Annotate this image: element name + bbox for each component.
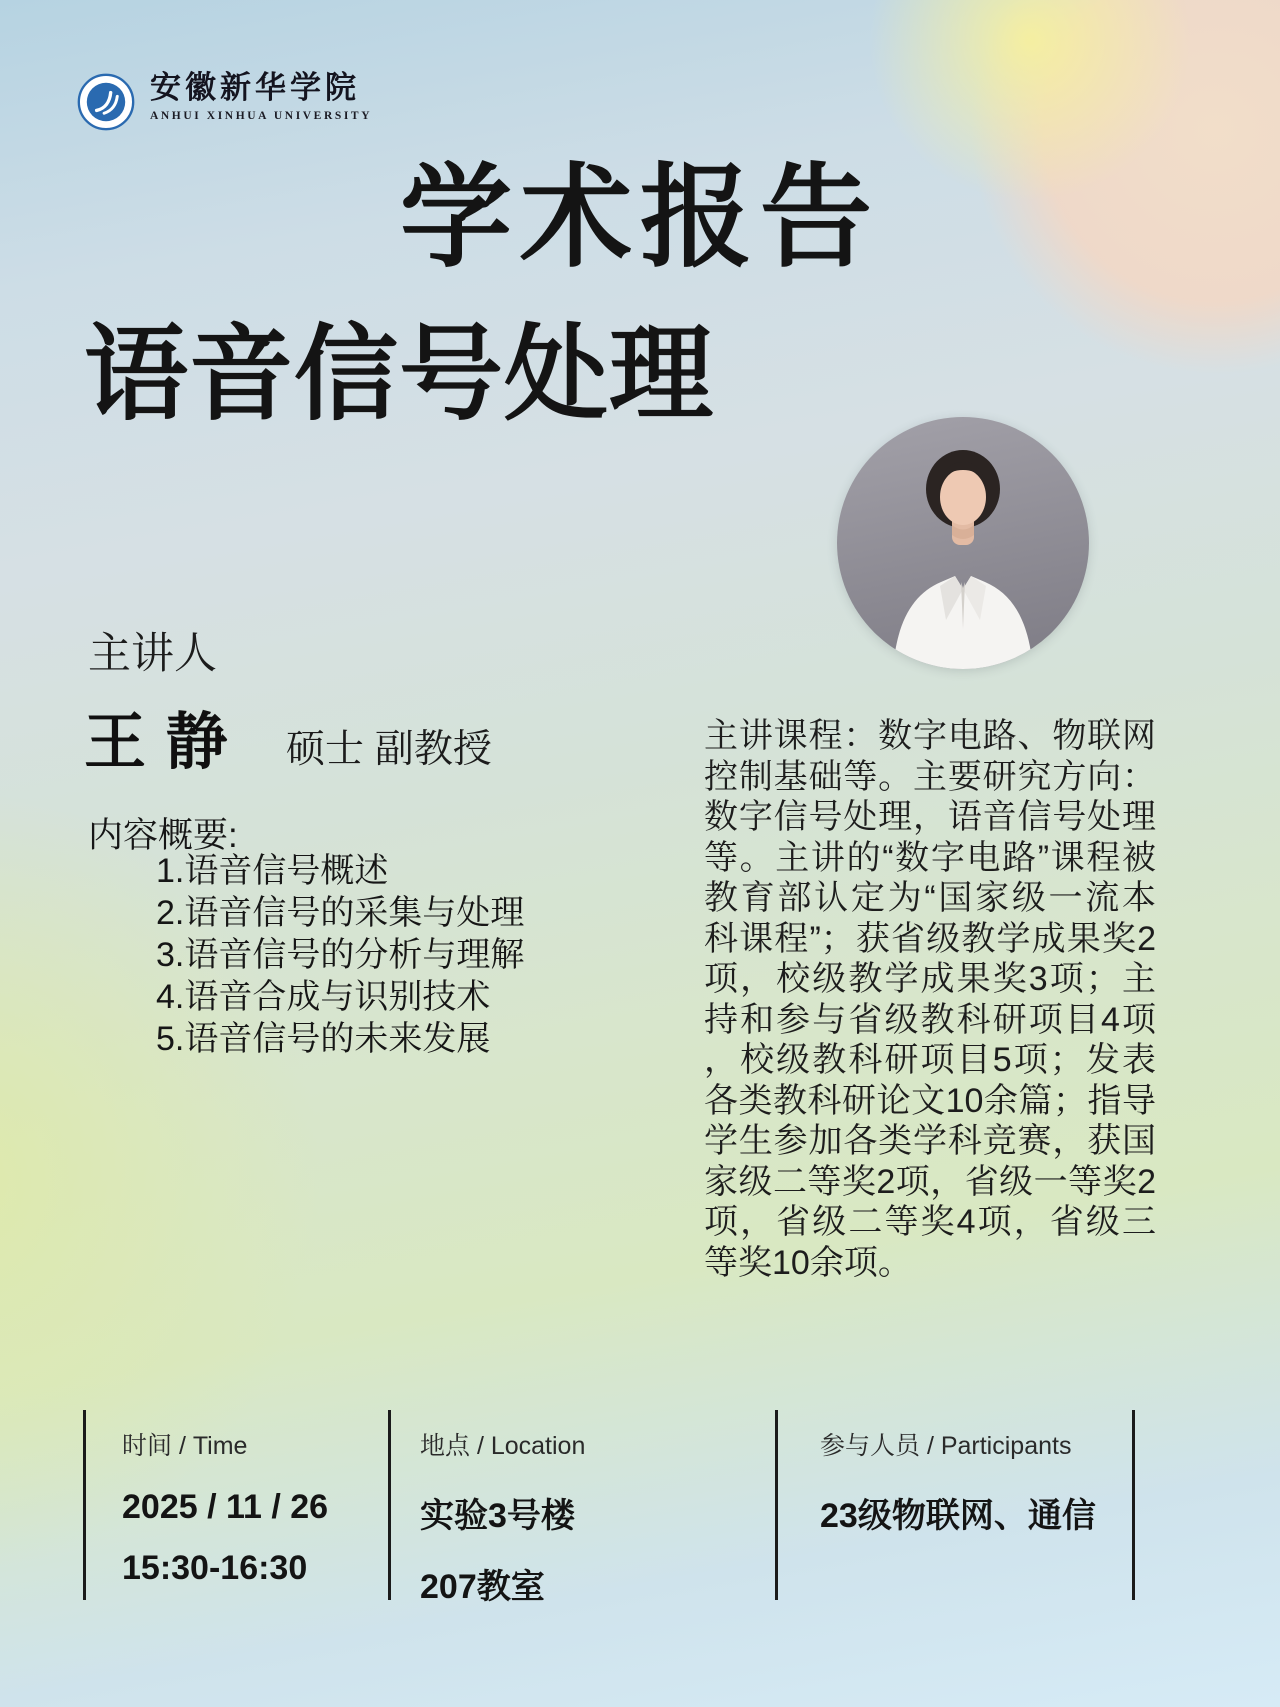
university-name [150, 72, 372, 122]
location-label: 地点 / Location [420, 1432, 586, 1460]
university-logo [76, 72, 372, 137]
outline-item: 1.语音信号概述 [156, 852, 389, 890]
university-name-cn: 安徽新华学院 [150, 70, 360, 105]
time-range: 15:30-16:30 [122, 1549, 308, 1587]
footer-time-section [122, 1426, 328, 1610]
outline-item: 3.语音信号的分析与理解 [156, 936, 525, 974]
divider [1132, 1410, 1135, 1600]
outline-list [156, 850, 524, 1060]
outline-item: 5.语音信号的未来发展 [156, 1020, 491, 1058]
outline-item: 2.语音信号的采集与处理 [156, 894, 525, 932]
speaker-name: 王 静 [84, 709, 230, 777]
footer-location-section [420, 1426, 585, 1630]
university-name-en: ANHUI XINHUA UNIVERSITY [150, 110, 373, 122]
divider [388, 1410, 391, 1600]
time-label: 时间 / Time [122, 1432, 248, 1460]
footer-participants-section [820, 1426, 1096, 1559]
outline-item: 4.语音合成与识别技术 [156, 978, 491, 1016]
university-emblem-icon [76, 72, 136, 137]
location-building: 实验3号楼 [420, 1497, 575, 1535]
speaker-credentials: 硕士 副教授 [286, 728, 492, 771]
outline-heading: 内容概要: [88, 816, 238, 855]
speaker-bio: 主讲课程：数字电路、物联网控制基础等。主要研究方向：数字信号处理，语音信号处理等。主讲的“数字电路”课程被教育部认定为“国家级一流本科课程”；获省级教学成果奖2项，校级教学成果奖3项；主持和参与省级教科研项目4项，校级教科研项目5项；发表各类教科研论文10余篇；指导学生参加各类学科竞赛，获国家级二等奖2项，省级一等奖2项，省级二等奖4项，省级三等奖10余项。 [704, 717, 1156, 1282]
location-room: 207教室 [420, 1568, 545, 1606]
speaker-photo [837, 417, 1089, 669]
page-title: 学术报告 [400, 155, 880, 280]
page-subtitle: 语音信号处理 [84, 317, 715, 433]
participants-label: 参与人员 / Participants [820, 1432, 1072, 1460]
speaker-label: 主讲人 [88, 630, 217, 678]
divider [83, 1410, 86, 1600]
time-date: 2025 / 11 / 26 [122, 1488, 329, 1526]
divider [775, 1410, 778, 1600]
participants-value: 23级物联网、通信 [820, 1497, 1096, 1535]
